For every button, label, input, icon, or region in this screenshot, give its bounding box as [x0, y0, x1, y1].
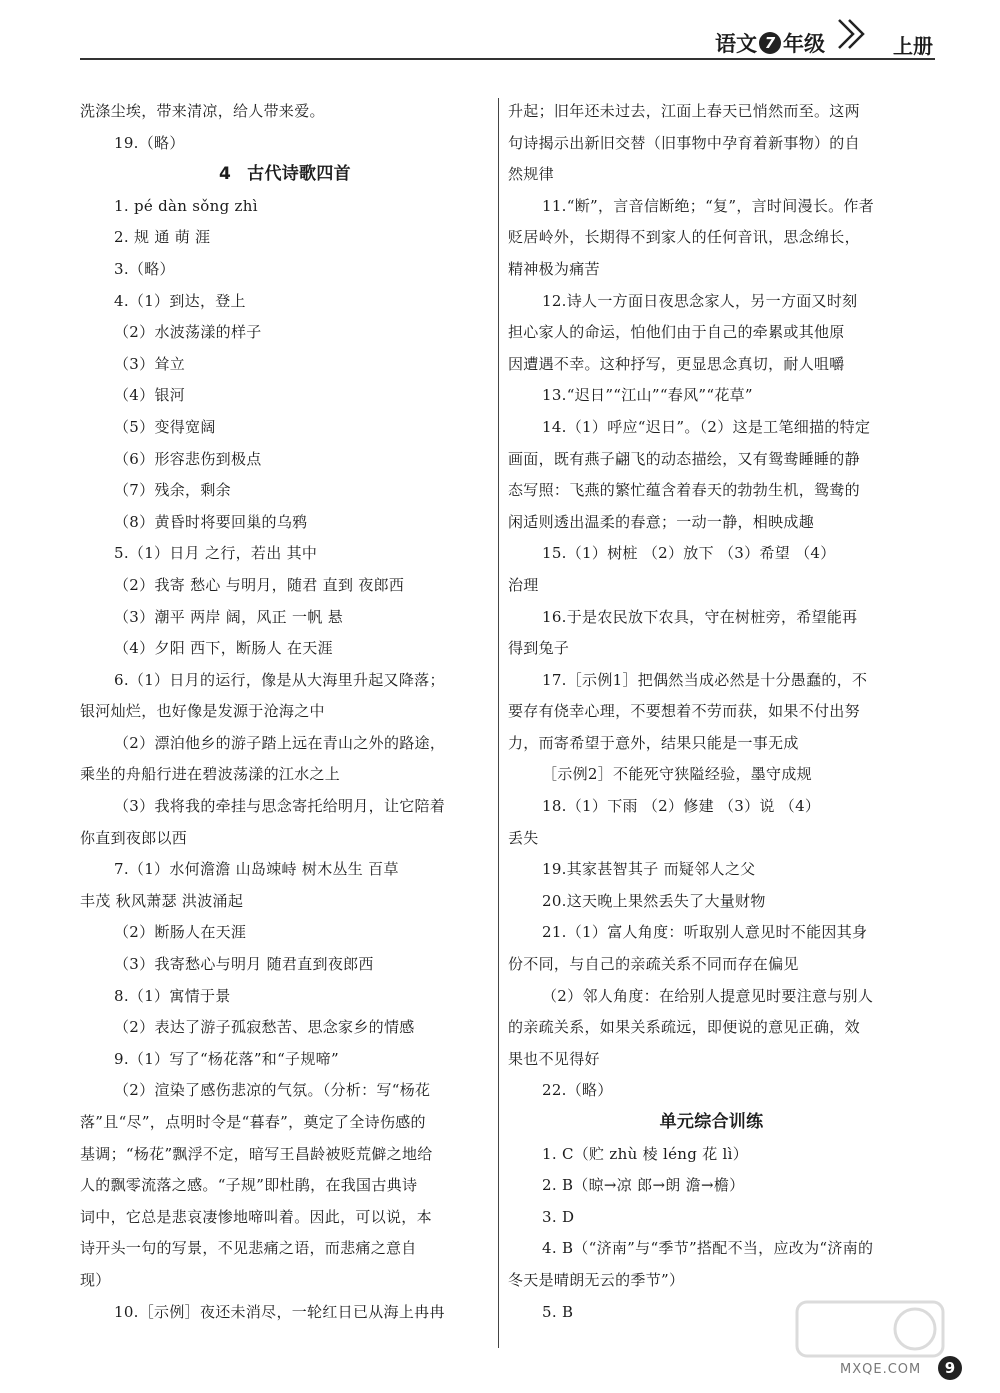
- section-number: 4: [219, 164, 232, 185]
- answer-line: 银河灿烂，也好像是发源于沧海之中: [80, 702, 325, 721]
- answer-line: （2）渲染了感伤悲凉的气氛。（分析：写“杨花: [114, 1081, 431, 1100]
- answer-line: 8.（1）寓情于景: [114, 986, 231, 1005]
- answer-line: （8）黄昏时将要回巢的乌鸦: [114, 512, 308, 531]
- section-title: 单元综合训练: [659, 1112, 764, 1132]
- answer-line: 丰茂 秋风萧瑟 洪波涌起: [80, 891, 244, 910]
- watermark-text: MXQE.COM: [840, 1362, 922, 1377]
- answer-line: 然规律: [508, 165, 554, 184]
- answer-line: 10.［示例］夜还未消尽，一轮红日已从海上冉冉: [114, 1302, 445, 1321]
- answer-line: 18.（1）下雨 （2）修建 （3）说 （4）: [542, 797, 821, 816]
- answer-line: 15.（1）树桩 （2）放下 （3）希望 （4）: [542, 544, 836, 563]
- answer-line: 句诗揭示出新旧交替（旧事物中孕育着新事物）的自: [508, 133, 860, 152]
- answer-line: （4）银河: [114, 386, 186, 405]
- answer-line: 闲适则透出温柔的春意；一动一静，相映成趣: [508, 512, 815, 531]
- answer-line: 精神极为痛苦: [508, 259, 600, 278]
- answer-line: 2. 规 通 萌 涯: [114, 228, 211, 247]
- answer-line: 冬天是晴朗无云的季节”）: [508, 1270, 685, 1289]
- answer-line: 22.（略）: [542, 1081, 613, 1100]
- answer-line: 要存有侥幸心理，不要想着不劳而获，如果不付出努: [508, 702, 860, 721]
- answer-line: 11.“断”，言音信断绝；“复”，言时间漫长。作者: [542, 196, 875, 215]
- answer-line: 得到兔子: [508, 639, 570, 658]
- answer-line: 画面，既有燕子翩飞的动态描绘，又有鸳鸯睡睡的静: [508, 449, 860, 468]
- answer-line: 落”且“尽”，点明时令是“暮春”，奠定了全诗伤感的: [80, 1113, 426, 1131]
- answer-line: 份不同，与自己的亲疏关系不同而存在偏见: [508, 955, 799, 974]
- answer-line: （2）邻人角度：在给别人提意见时要注意与别人: [542, 986, 874, 1005]
- answer-line: 态写照：飞燕的繁忙蕴含着春天的勃勃生机，鸳鸯的: [508, 481, 860, 500]
- answer-line: 14.（1）呼应“迟日”。（2）这是工笔细描的特定: [542, 417, 871, 436]
- answer-line: 12.诗人一方面日夜思念家人，另一方面又时刻: [542, 291, 858, 310]
- answer-line: 乘坐的舟船行进在碧波荡漾的江水之上: [80, 765, 341, 784]
- answer-line: 21.（1）富人角度：听取别人意见时不能因其身: [542, 923, 868, 942]
- section-title: 古代诗歌四首: [247, 164, 351, 185]
- page-header: [80, 0, 935, 60]
- answer-line: 现）: [80, 1270, 111, 1289]
- answer-line: 13.“迟日”“江山”“春风”“花草”: [542, 386, 753, 405]
- answer-line: 9.（1）写了“杨花落”和“子规啼”: [114, 1049, 339, 1068]
- answer-line: 治理: [508, 575, 539, 594]
- answer-line: （2）我寄 愁心 与明月，随君 直到 夜郎西: [114, 575, 405, 594]
- answer-line: （2）水波荡漾的样子: [114, 323, 262, 342]
- header-grade-word: 年级: [783, 32, 825, 56]
- answer-line: （2）断肠人在天涯: [114, 923, 247, 942]
- answer-line: 5.（1）日月 之行，若出 其中: [114, 544, 318, 563]
- section-heading: [80, 159, 490, 191]
- answer-line: 1. pé dàn sǒng zhì: [114, 196, 258, 215]
- answer-line: 人的飘零流落之感。“子规”即杜鹃，在我国古典诗: [80, 1176, 418, 1195]
- answer-line: （3）潮平 两岸 阔，风正 一帆 悬: [114, 607, 344, 626]
- answer-line: 担心家人的命运，怕他们由于自己的牵累或其他原: [508, 323, 845, 342]
- answer-line: 7.（1）水何澹澹 山岛竦峙 树木丛生 百草: [114, 860, 399, 879]
- answer-line: （3）我寄愁心与明月 随君直到夜郎西: [114, 955, 374, 974]
- answer-line: 果也不见得好: [508, 1049, 600, 1068]
- double-chevron-icon: [833, 14, 873, 54]
- left-column: [80, 96, 490, 1328]
- answer-line: 因遭遇不幸。这种抒写，更显思念真切，耐人咀嚼: [508, 354, 845, 373]
- header-volume: 上册: [893, 34, 933, 58]
- answer-line: （7）残余，剩余: [114, 481, 231, 500]
- answer-line: ［示例2］不能死守狭隘经验，墨守成规: [542, 765, 812, 784]
- answer-line: 6.（1）日月的运行，像是从大海里升起又降落；: [114, 670, 445, 689]
- right-column: [508, 96, 915, 1328]
- answer-line: 基调；“杨花”飘浮不定，暗写王昌龄被贬荒僻之地给: [80, 1144, 433, 1163]
- answer-line: 20.这天晚上果然丢失了大量财物: [542, 891, 766, 910]
- answer-line: 3. D: [542, 1207, 575, 1226]
- answer-line: （5）变得宽阔: [114, 417, 216, 436]
- answer-line: 力，而寄希望于意外，结果只能是一事无成: [508, 733, 799, 752]
- answer-line: 你直到夜郎以西: [80, 828, 188, 847]
- grade-badge: 7: [759, 32, 781, 54]
- page-number: 9: [938, 1356, 962, 1380]
- answer-line: （3）我将我的牵挂与思念寄托给明月，让它陪着: [114, 797, 446, 816]
- answer-line: （2）表达了游子孤寂愁苦、思念家乡的情感: [114, 1018, 415, 1037]
- column-divider: [498, 98, 499, 1348]
- section-heading: [508, 1107, 915, 1139]
- answer-line: 3.（略）: [114, 259, 175, 278]
- answer-line: 5. B: [542, 1302, 574, 1321]
- answer-line: 词中，它总是悲哀凄惨地啼叫着。因此，可以说，本: [80, 1207, 432, 1226]
- answer-line: 4. B（“济南”与“季节”搭配不当，应改为“济南的: [542, 1239, 874, 1258]
- answer-line: 16.于是农民放下农具，守在树桩旁，希望能再: [542, 607, 858, 626]
- answer-line: （3）耸立: [114, 354, 186, 373]
- answer-line: （6）形容悲伤到极点: [114, 449, 262, 468]
- answer-line: 1. C（贮 zhù 棱 léng 花 lì）: [542, 1144, 749, 1163]
- answer-line: 的亲疏关系，如果关系疏远，即便说的意见正确，效: [508, 1018, 860, 1037]
- answer-line: 丢失: [508, 828, 539, 847]
- answer-line: 洗涤尘埃，带来清凉，给人带来爱。: [80, 102, 325, 120]
- answer-line: 升起；旧年还未过去，江面上春天已悄然而至。这两: [508, 102, 860, 120]
- answer-line: 诗开头一句的写景，不见悲痛之语，而悲痛之意自: [80, 1239, 417, 1258]
- header-subject: 语文: [715, 32, 757, 56]
- answer-line: 2. B（晾→凉 郎→朗 澹→檐）: [542, 1176, 745, 1195]
- header-subject-grade: [715, 28, 825, 58]
- answer-line: （2）漂泊他乡的游子踏上远在青山之外的路途，: [114, 733, 446, 752]
- answer-line: 19.其家甚智其子 而疑邻人之父: [542, 860, 756, 879]
- answer-line: 4.（1）到达，登上: [114, 291, 246, 310]
- answer-line: 19.（略）: [114, 133, 185, 152]
- answer-line: 17.［示例1］把偶然当成必然是十分愚蠢的，不: [542, 670, 868, 689]
- answer-line: （4）夕阳 西下，断肠人 在天涯: [114, 639, 333, 658]
- answer-line: 贬居岭外，长期得不到家人的任何音讯，思念绵长，: [508, 228, 860, 247]
